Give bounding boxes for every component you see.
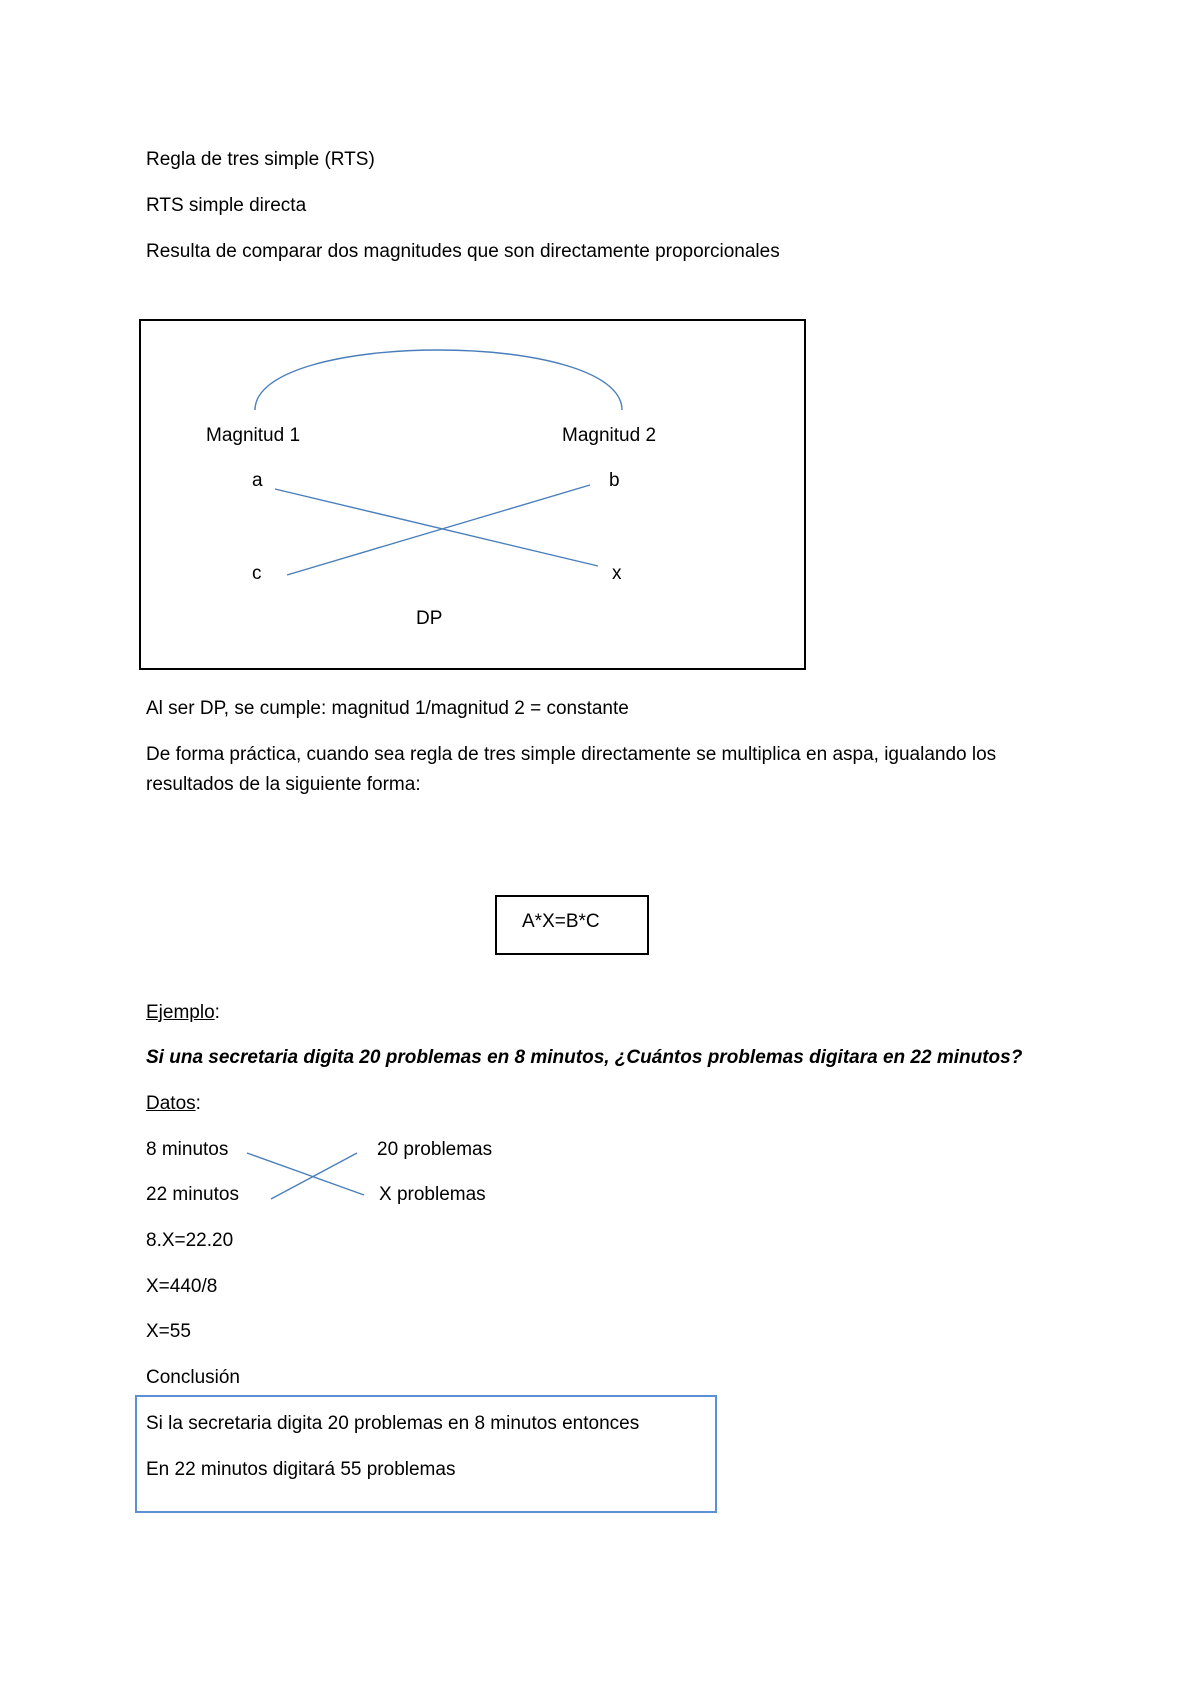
practical-text-line2: resultados de la siguiente forma: [146,774,421,795]
definition-text: Resulta de comparar dos magnitudes que son directamente proporcionales [146,241,780,262]
data-cross-line-2 [271,1153,357,1199]
cross-line-a-x [275,489,598,566]
dp-label: DP [416,608,443,629]
practical-text-line1: De forma práctica, cuando sea regla de tres simple directamente se multiplica en aspa, igualando los [146,744,997,765]
data-row1-left: 8 minutos [146,1139,229,1160]
example-question: Si una secretaria digita 20 problemas en 8 minutos, ¿Cuántos problemas digitara en 22 minutos? [146,1047,1023,1068]
step-2: X=440/8 [146,1276,218,1297]
magnitude-1-label: Magnitud 1 [206,425,301,446]
example-heading-colon: : [214,1002,220,1023]
conclusion-line1: Si la secretaria digita 20 problemas en 8 minutos entonces [146,1413,640,1434]
step-1: 8.X=22.20 [146,1230,234,1251]
value-b: b [609,470,620,491]
example-heading [146,1002,220,1024]
formula-text: A*X=B*C [522,911,600,932]
data-row2-left: 22 minutos [146,1184,239,1205]
step-3: X=55 [146,1321,191,1342]
document-title: Regla de tres simple (RTS) [146,149,375,170]
section-subtitle: RTS simple directa [146,195,307,216]
data-row2-right: X problemas [379,1184,486,1205]
data-heading-colon: : [195,1093,201,1114]
magnitude-2-label: Magnitud 2 [562,425,657,446]
cross-line-c-b [287,485,590,575]
value-c: c [252,563,262,584]
value-a: a [252,470,263,491]
conclusion-heading: Conclusión [146,1367,240,1388]
data-row1-right: 20 problemas [377,1139,493,1160]
conclusion-line2: En 22 minutos digitará 55 problemas [146,1459,456,1480]
relation-arc [255,350,622,410]
value-x: x [612,563,622,584]
data-heading-label: Datos [146,1093,196,1114]
example-heading-label: Ejemplo [146,1002,215,1023]
data-heading [146,1093,201,1115]
dp-rule-text: Al ser DP, se cumple: magnitud 1/magnitud 2 = constante [146,698,629,719]
